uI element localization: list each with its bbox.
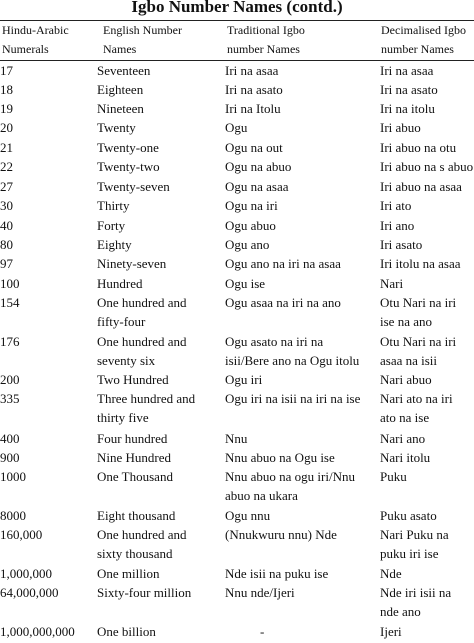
header-decimal: Decimalised Igbo: [381, 23, 466, 37]
decimalised-igbo-cell: Nari ano: [380, 431, 426, 446]
numeral-cell: 64,000,000: [0, 585, 59, 600]
numeral-cell: 8000: [0, 508, 26, 523]
decimalised-igbo-cell: Nde iri isii na: [380, 585, 452, 600]
decimalised-igbo-cell: Iri ato: [380, 198, 412, 213]
numeral-cell: 80: [0, 237, 13, 252]
traditional-igbo-cell: Iri na asato: [225, 82, 283, 97]
english-name-cell: One hundred and: [97, 334, 187, 349]
english-name-cell: One Thousand: [97, 469, 173, 484]
english-name-cell: Two Hundred: [97, 372, 169, 387]
numeral-cell: 400: [0, 431, 20, 446]
english-name-cell: seventy six: [97, 353, 156, 368]
decimalised-igbo-cell: ise na ano: [380, 314, 432, 329]
decimalised-igbo-cell: Nari Puku na: [380, 527, 449, 542]
traditional-igbo-cell: (Nnukwuru nnu) Nde: [225, 527, 337, 542]
traditional-igbo-cell: Ogu na abuo: [225, 159, 292, 174]
header-traditional: number Names: [227, 42, 300, 56]
english-name-cell: sixty thousand: [97, 546, 173, 561]
traditional-igbo-cell: Ogu na out: [225, 140, 283, 155]
english-name-cell: One billion: [97, 624, 156, 639]
numeral-cell: 1,000,000: [0, 566, 52, 581]
header-english: English Number: [103, 23, 182, 37]
numeral-cell: 21: [0, 140, 13, 155]
numeral-cell: 100: [0, 276, 20, 291]
decimalised-igbo-cell: Iri na asaa: [380, 63, 434, 78]
english-name-cell: One hundred and: [97, 527, 187, 542]
english-name-cell: Eight thousand: [97, 508, 176, 523]
numeral-cell: 17: [0, 63, 13, 78]
decimalised-igbo-cell: Otu Nari na iri: [380, 334, 457, 349]
decimalised-igbo-cell: Nari itolu: [380, 450, 431, 465]
decimalised-igbo-cell: Iri abuo na s abuo: [380, 159, 474, 174]
traditional-igbo-cell: Ogu asaa na iri na ano: [225, 295, 341, 310]
numeral-cell: 900: [0, 450, 20, 465]
english-name-cell: Sixty-four million: [97, 585, 192, 600]
decimalised-igbo-cell: puku iri ise: [380, 546, 439, 561]
traditional-igbo-cell: abuo na ukara: [225, 488, 298, 503]
english-name-cell: Thirty: [97, 198, 130, 213]
traditional-igbo-cell: Nnu abuo na Ogu ise: [225, 450, 335, 465]
traditional-igbo-cell: Ogu ano na iri na asaa: [225, 256, 341, 271]
numeral-cell: 97: [0, 256, 13, 271]
traditional-igbo-cell: Ogu ise: [225, 276, 266, 291]
english-name-cell: Nineteen: [97, 101, 144, 116]
english-name-cell: thirty five: [97, 410, 149, 425]
page-title: Igbo Number Names (contd.): [131, 0, 343, 16]
english-name-cell: Twenty-two: [97, 159, 160, 174]
header-english: Names: [103, 42, 137, 56]
english-name-cell: fifty-four: [97, 314, 146, 329]
english-name-cell: Hundred: [97, 276, 143, 291]
traditional-igbo-cell: Ogu abuo: [225, 218, 276, 233]
numeral-cell: 40: [0, 218, 13, 233]
decimalised-igbo-cell: ato na ise: [380, 410, 430, 425]
numeral-cell: 335: [0, 391, 20, 406]
decimalised-igbo-cell: Nari ato na iri: [380, 391, 453, 406]
numeral-cell: 18: [0, 82, 13, 97]
english-name-cell: Twenty: [97, 120, 136, 135]
decimalised-igbo-cell: Iri ano: [380, 218, 415, 233]
decimalised-igbo-cell: Iri itolu na asaa: [380, 256, 461, 271]
decimalised-igbo-cell: Nari abuo: [380, 372, 432, 387]
traditional-igbo-cell: Nnu nde/Ijeri: [225, 585, 295, 600]
traditional-igbo-cell: Ogu na iri: [225, 198, 278, 213]
traditional-igbo-cell: Ogu ano: [225, 237, 270, 252]
traditional-igbo-cell: Ogu asato na iri na: [225, 334, 324, 349]
english-name-cell: Seventeen: [97, 63, 151, 78]
decimalised-igbo-cell: asaa na isii: [380, 353, 438, 368]
decimalised-igbo-cell: Iri abuo na asaa: [380, 179, 462, 194]
english-name-cell: Four hundred: [97, 431, 168, 446]
traditional-igbo-cell: Ogu na asaa: [225, 179, 289, 194]
traditional-igbo-cell: Ogu: [225, 120, 248, 135]
header-traditional: Traditional Igbo: [227, 23, 305, 37]
header-numerals: Numerals: [2, 42, 49, 56]
traditional-igbo-cell: Ogu iri na isii na iri na ise: [225, 391, 361, 406]
decimalised-igbo-cell: Iri na asato: [380, 82, 438, 97]
decimalised-igbo-cell: Puku: [380, 469, 407, 484]
header-decimal: number Names: [381, 42, 454, 56]
numeral-cell: 1000: [0, 469, 26, 484]
english-name-cell: Twenty-one: [97, 140, 159, 155]
english-name-cell: Nine Hundred: [97, 450, 172, 465]
numeral-cell: 22: [0, 159, 13, 174]
header-numerals: Hindu-Arabic: [2, 23, 69, 37]
traditional-igbo-cell: Nde isii na puku ise: [225, 566, 329, 581]
numeral-cell: 176: [0, 334, 20, 349]
english-name-cell: Ninety-seven: [97, 256, 167, 271]
decimalised-igbo-cell: nde ano: [380, 604, 421, 619]
numeral-cell: 200: [0, 372, 20, 387]
decimalised-igbo-cell: Otu Nari na iri: [380, 295, 457, 310]
decimalised-igbo-cell: Iri asato: [380, 237, 423, 252]
numeral-cell: 20: [0, 120, 13, 135]
english-name-cell: Eighty: [97, 237, 132, 252]
numeral-cell: 154: [0, 295, 20, 310]
traditional-igbo-cell: -: [260, 624, 265, 639]
numeral-cell: 1,000,000,000: [0, 624, 75, 639]
traditional-igbo-cell: isii/Bere ano na Ogu itolu: [225, 353, 360, 368]
english-name-cell: Three hundred and: [97, 391, 196, 406]
traditional-igbo-cell: Iri na Itolu: [225, 101, 281, 116]
english-name-cell: One million: [97, 566, 160, 581]
numeral-cell: 30: [0, 198, 13, 213]
decimalised-igbo-cell: Nari: [380, 276, 404, 291]
decimalised-igbo-cell: Iri abuo: [380, 120, 421, 135]
decimalised-igbo-cell: Iri na itolu: [380, 101, 435, 116]
traditional-igbo-cell: Iri na asaa: [225, 63, 279, 78]
english-name-cell: Twenty-seven: [97, 179, 170, 194]
numeral-cell: 27: [0, 179, 13, 194]
traditional-igbo-cell: Ogu nnu: [225, 508, 271, 523]
english-name-cell: Eighteen: [97, 82, 144, 97]
english-name-cell: Forty: [97, 218, 126, 233]
decimalised-igbo-cell: Nde: [380, 566, 402, 581]
traditional-igbo-cell: Ogu iri: [225, 372, 263, 387]
numeral-cell: 19: [0, 101, 13, 116]
english-name-cell: One hundred and: [97, 295, 187, 310]
traditional-igbo-cell: Nnu abuo na ogu iri/Nnu: [225, 469, 355, 484]
decimalised-igbo-cell: Iri abuo na otu: [380, 140, 457, 155]
numeral-cell: 160,000: [0, 527, 43, 542]
decimalised-igbo-cell: Ijeri: [380, 624, 402, 639]
traditional-igbo-cell: Nnu: [225, 431, 248, 446]
decimalised-igbo-cell: Puku asato: [380, 508, 437, 523]
